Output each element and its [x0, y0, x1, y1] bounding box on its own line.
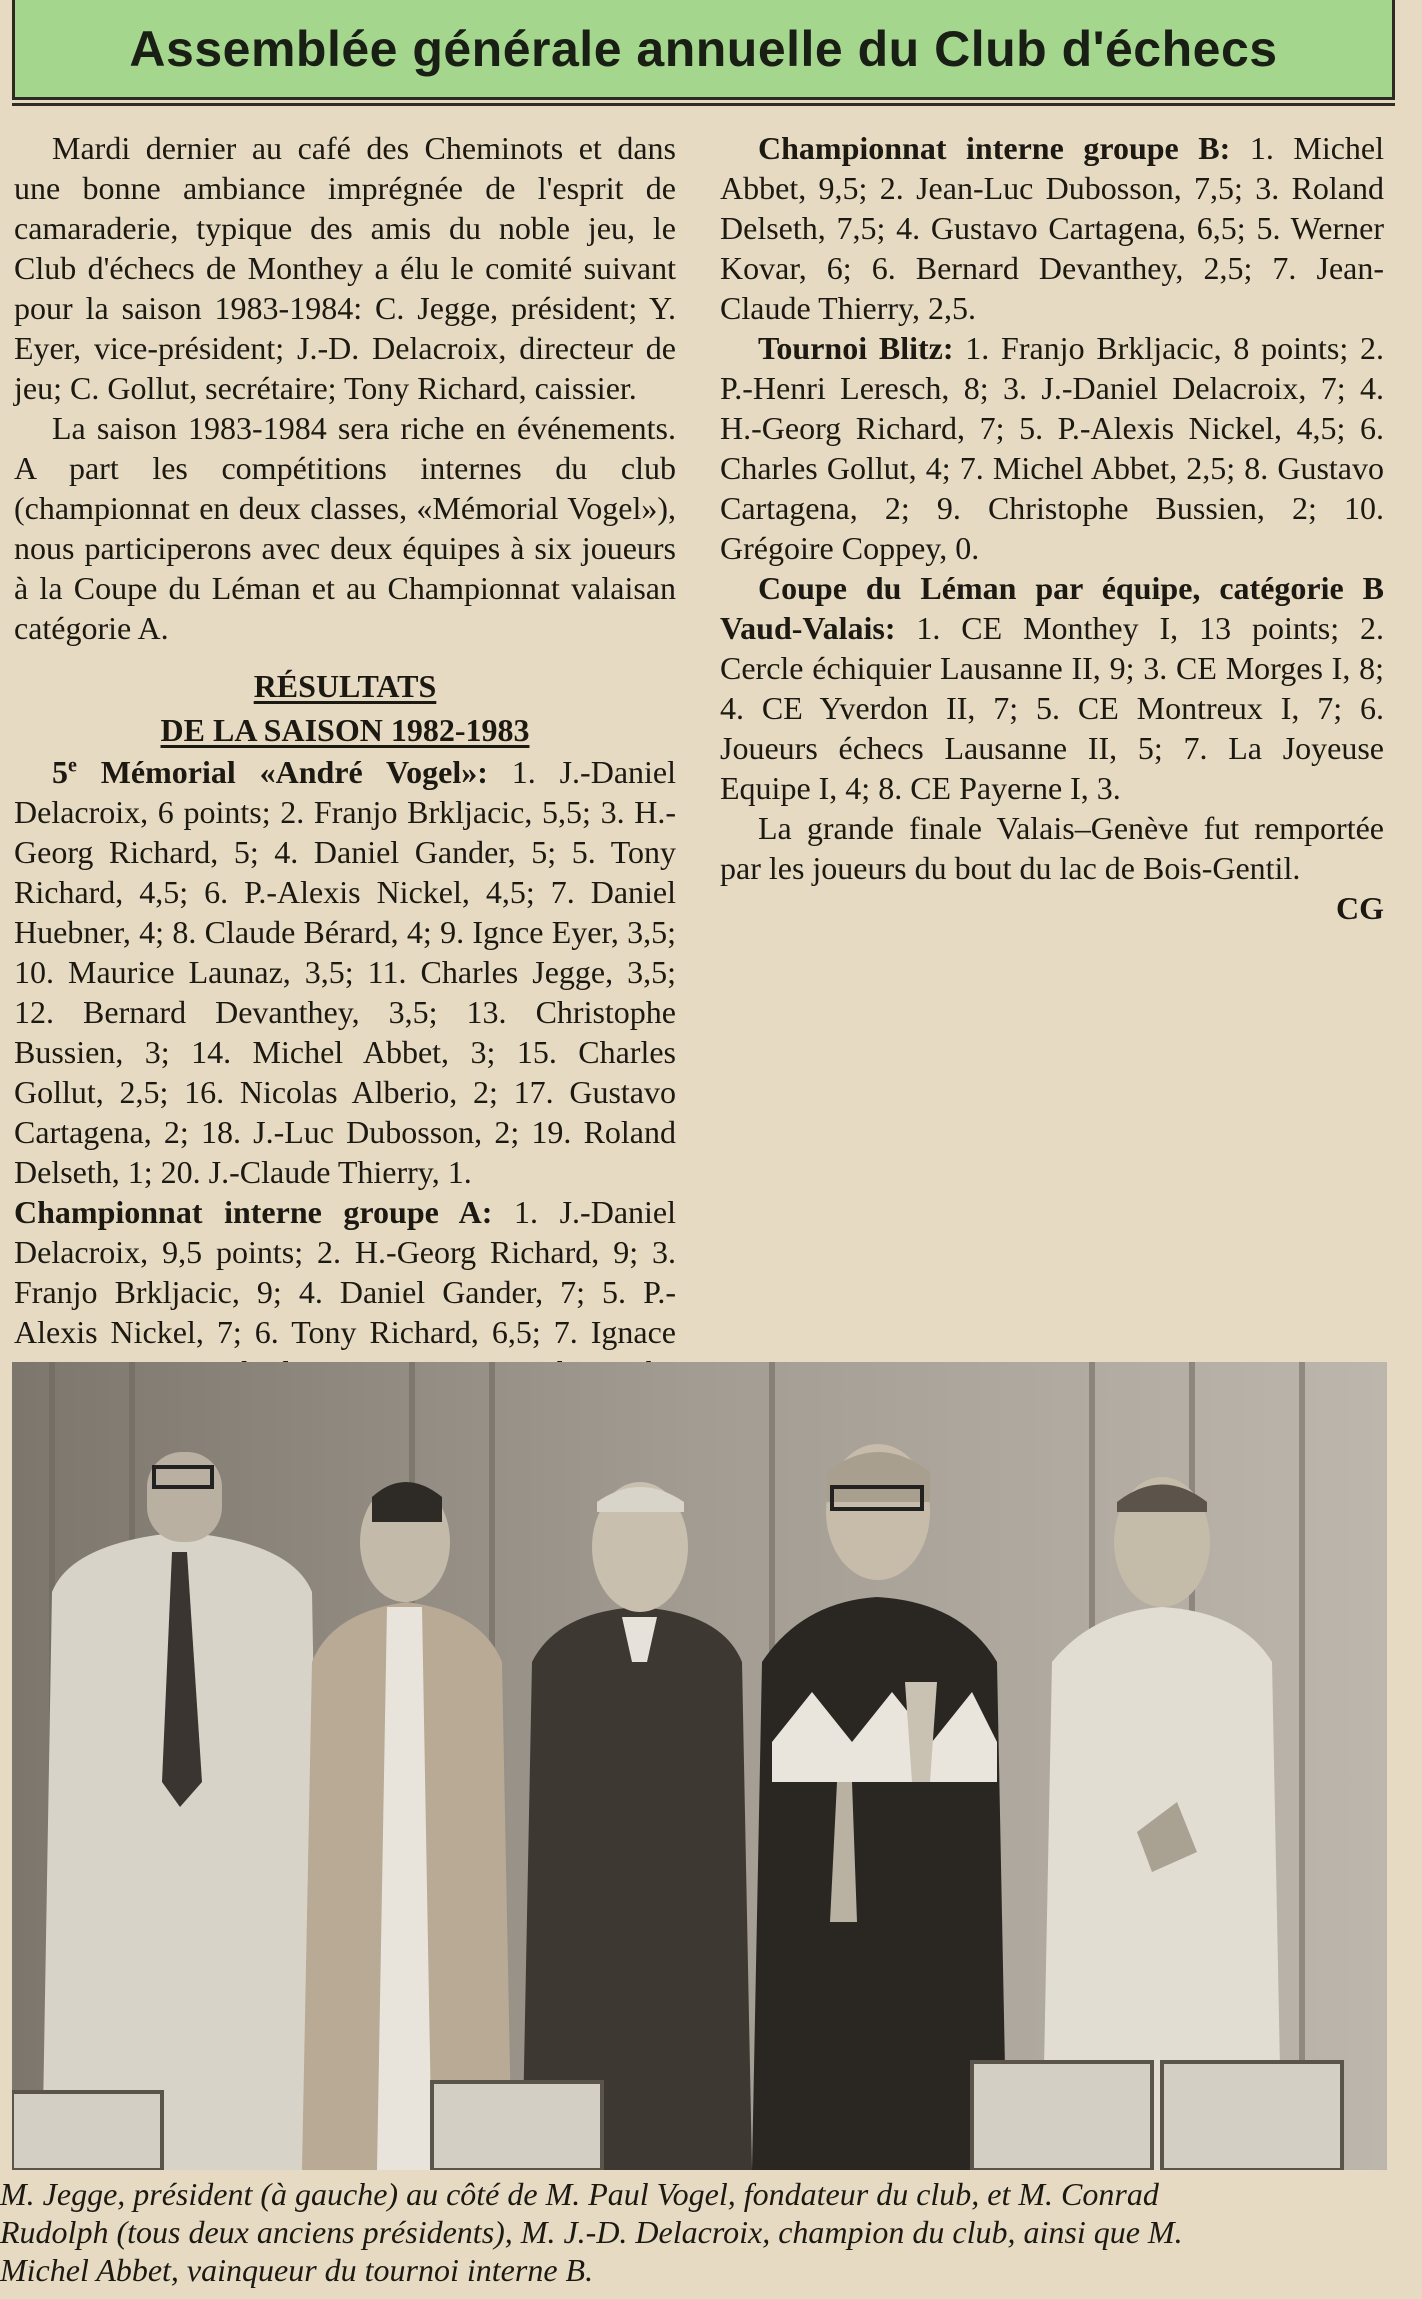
caption-line-2: Rudolph (tous deux anciens présidents), M. J.-D. Delacroix, champion du club, ainsi que M.: [0, 2214, 1183, 2250]
coupe-text: 1. CE Monthey I, 13 points; 2. Cercle échiquier Lausanne II, 9; 3. CE Morges I, 8; 4. CE Yverdon II, 7; 5. CE Montreux I, 7; 6. Joueurs échecs Lausanne II, 5; 7. La Joyeuse Equipe I, 4; 8. CE Payerne I, 3.: [720, 610, 1384, 806]
title-banner: [12, 0, 1395, 100]
article-title: Assemblée générale annuelle du Club d'échecs: [129, 20, 1278, 77]
title-rule: [12, 103, 1395, 106]
coupe-label: Coupe du Léman par équipe, catégorie B Vaud-Valais:: [720, 570, 1384, 646]
finale-paragraph: La grande finale Valais–Genève fut remportée par les joueurs du bout du lac de Bois-Gentil.: [720, 810, 1384, 886]
results-heading-line2: DE LA SAISON 1982-1983: [160, 712, 530, 748]
caption-line-3: Michel Abbet, vainqueur du tournoi interne B.: [0, 2252, 594, 2288]
left-column: [14, 128, 676, 1472]
right-column: [720, 128, 1384, 928]
person-1: [42, 1452, 322, 2170]
blitz-label: Tournoi Blitz:: [758, 330, 954, 366]
blitz-results: [720, 328, 1384, 568]
memorial-text: 1. J.-Daniel Delacroix, 6 points; 2. Franjo Brkljacic, 5,5; 3. H.-Georg Richard, 5; 4. Daniel Gander, 5; 5. Tony Richard, 4,5; 6. P.-Alexis Nickel, 4,5; 7. Daniel Huebner, 4; 8. Claude Bérard, 4; 9. Ignce Eyer, 3,5; 10. Maurice Launaz, 3,5; 11. Charles Jegge, 3,5; 12. Bernard Devanthey, 3,5; 13. Christophe Bussien, 3; 14. Michel Abbet, 3; 15. Charles Gollut, 2,5; 16. Nicolas Alberio, 2; 17. Gustavo Cartagena, 2; 18. J.-Luc Dubosson, 2; 19. Roland Delseth, 1; 20. J.-Claude Thierry, 1.: [14, 754, 677, 1190]
author-signature: CG: [1336, 890, 1384, 926]
photo-caption: [0, 2175, 1410, 2289]
intro-paragraph-2: La saison 1983-1984 sera riche en événements. A part les compétitions internes du club (championnat en deux classes, «Mémorial Vogel»), nous participerons avec deux équipes à six joueurs à la Coupe du Léman et au Championnat valaisan catégorie A.: [14, 410, 676, 646]
memorial-label: 5e Mémorial «André Vogel»:: [52, 754, 488, 790]
intro-paragraph-1: Mardi dernier au café des Cheminots et dans une bonne ambiance imprégnée de l'esprit de camaraderie, typique des amis du noble jeu, le Club d'échecs de Monthey a élu le comité suivant pour la saison 1983-1984: C. Jegge, président; Y. Eyer, vice-président; J.-D. Delacroix, directeur de jeu; C. Gollut, secrétaire; Tony Richard, caissier.: [14, 130, 676, 406]
group-b-label: Championnat interne groupe B:: [758, 130, 1231, 166]
blitz-text: 1. Franjo Brkljacic, 8 points; 2. P.-Henri Leresch, 8; 3. J.-Daniel Delacroix, 7; 4. H.-Georg Richard, 7; 5. P.-Alexis Nickel, 4,5; 6. Charles Gollut, 4; 7. Michel Abbet, 2,5; 8. Gustavo Cartagena, 2; 9. Christophe Bussien, 2; 10. Grégoire Coppey, 0.: [720, 330, 1385, 566]
memorial-results: [14, 752, 676, 1192]
group-b-results: [720, 128, 1384, 328]
group-a-label: Championnat interne groupe A:: [14, 1194, 493, 1230]
coupe-results: [720, 568, 1384, 808]
group-photo: [12, 1362, 1387, 2170]
results-heading-line1: RÉSULTATS: [253, 668, 437, 704]
caption-line-1: M. Jegge, président (à gauche) au côté de M. Paul Vogel, fondateur du club, et M. Conrad: [0, 2176, 1159, 2212]
group-b-text: 1. Michel Abbet, 9,5; 2. Jean-Luc Dubosson, 7,5; 3. Roland Delseth, 7,5; 4. Gustavo Cartagena, 6,5; 5. Werner Kovar, 6; 6. Bernard Devanthey, 2,5; 7. Jean-Claude Thierry, 2,5.: [720, 130, 1385, 326]
results-heading: [14, 664, 676, 752]
group-a-text: 1. J.-Daniel Delacroix, 9,5 points; 2. H.-Georg Richard, 9; 3. Franjo Brkljacic, 9; 4. Daniel Gander, 7; 5. P.-Alexis Nickel, 7; 6. Tony Richard, 6,5; 7. Ignace: [14, 1194, 677, 1350]
group-photo-illustration: [12, 1362, 1387, 2170]
